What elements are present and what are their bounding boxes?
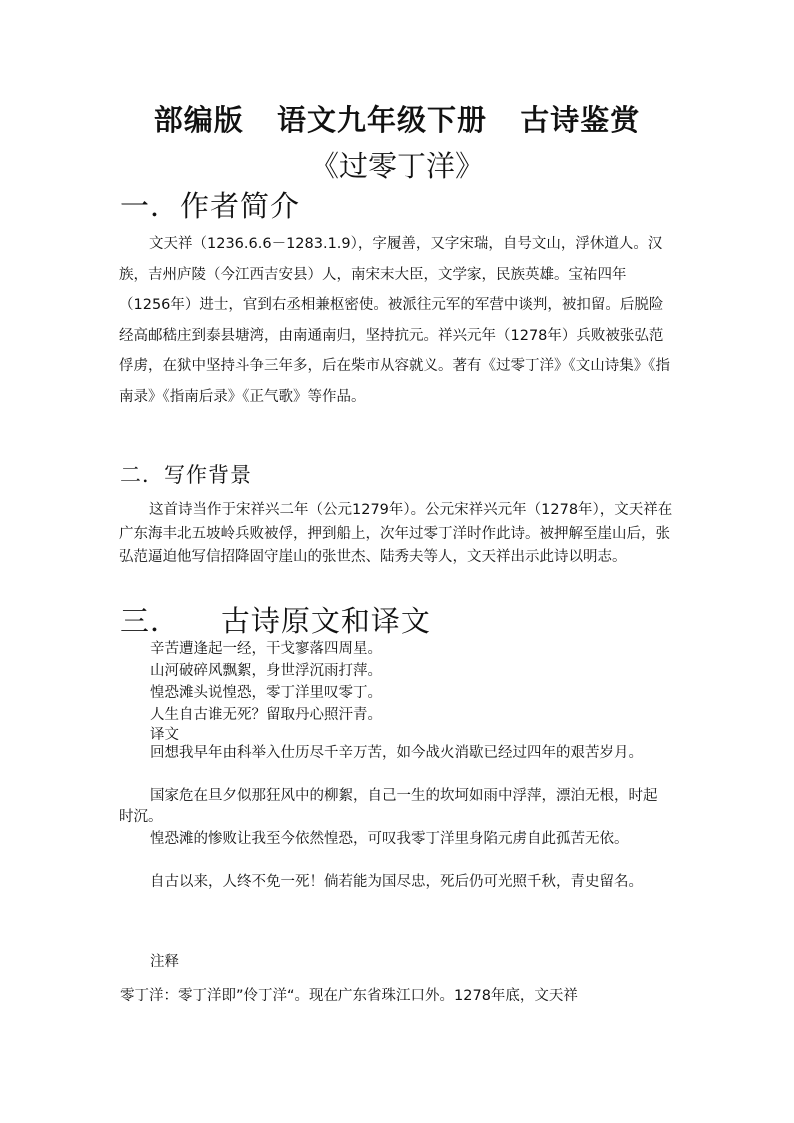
translation-paragraph: 惶恐滩的惨败让我至今依然惶恐，可叹我零丁洋里身陷元虏自此孤苦无依。: [150, 831, 629, 847]
poem-line: 惶恐滩头说惶恐，零丁洋里叹零丁。: [150, 685, 382, 701]
background-paragraph: 这首诗当作于宋祥兴二年（公元1279年）。公元宋祥兴元年（1278年），文天祥在广东海丰北五坡岭兵败被俘，押到船上，次年过零丁洋时作此诗。被押解至崖山后，张弘范逼迫他写信招降固守崖山的张世杰、陆秀夫等人，文天祥出示此诗以明志。: [119, 502, 673, 565]
document-title: 部编版 语文九年级下册 古诗鉴赏: [153, 103, 641, 137]
poem-line: 辛苦遭逢起一经，干戈寥落四周星。: [150, 641, 382, 657]
section-heading-poem: 三． 古诗原文和译文: [120, 604, 431, 638]
section-heading-background: 二．写作背景: [120, 463, 252, 487]
poem-title: 《过零丁洋》: [309, 149, 484, 183]
translation-paragraph: 国家危在旦夕似那狂风中的柳絮，自己一生的坎坷如雨中浮萍，漂泊无根，时起时沉。: [119, 788, 658, 825]
notes-label: 注释: [150, 954, 179, 970]
note-item: 零丁洋：零丁洋即”伶丁洋“。现在广东省珠江口外。1278年底，文天祥: [120, 988, 578, 1004]
translation-paragraph: 回想我早年由科举入仕历尽千辛万苦，如今战火消歇已经过四年的艰苦岁月。: [150, 745, 643, 761]
translation-paragraph: 自古以来，人终不免一死！倘若能为国尽忠，死后仍可光照千秋，青史留名。: [150, 874, 643, 890]
author-paragraph: 文天祥（1236.6.6－1283.1.9），字履善，又字宋瑞，自号文山，浮休道人。汉族，吉州庐陵（今江西吉安县）人，南宋末大臣，文学家，民族英雄。宝祐四年（1256年）进士，官到右丞相兼枢密使。被派往元军的军营中谈判，被扣留。后脱险经高邮嵇庄到泰县塘湾，由南通南归，坚持抗元。祥兴元年（1278年）兵败被张弘范俘虏，在狱中坚持斗争三年多，后在柴市从容就义。著有《过零丁洋》《文山诗集》《指南录》《指南后录》《正气歌》等作品。: [119, 236, 670, 405]
poem-line: 人生自古谁无死？留取丹心照汗青。: [150, 707, 382, 723]
translation-label: 译文: [150, 727, 179, 743]
poem-line: 山河破碎风飘絮，身世浮沉雨打萍。: [150, 663, 382, 679]
section-heading-author: 一．作者简介: [120, 189, 301, 223]
